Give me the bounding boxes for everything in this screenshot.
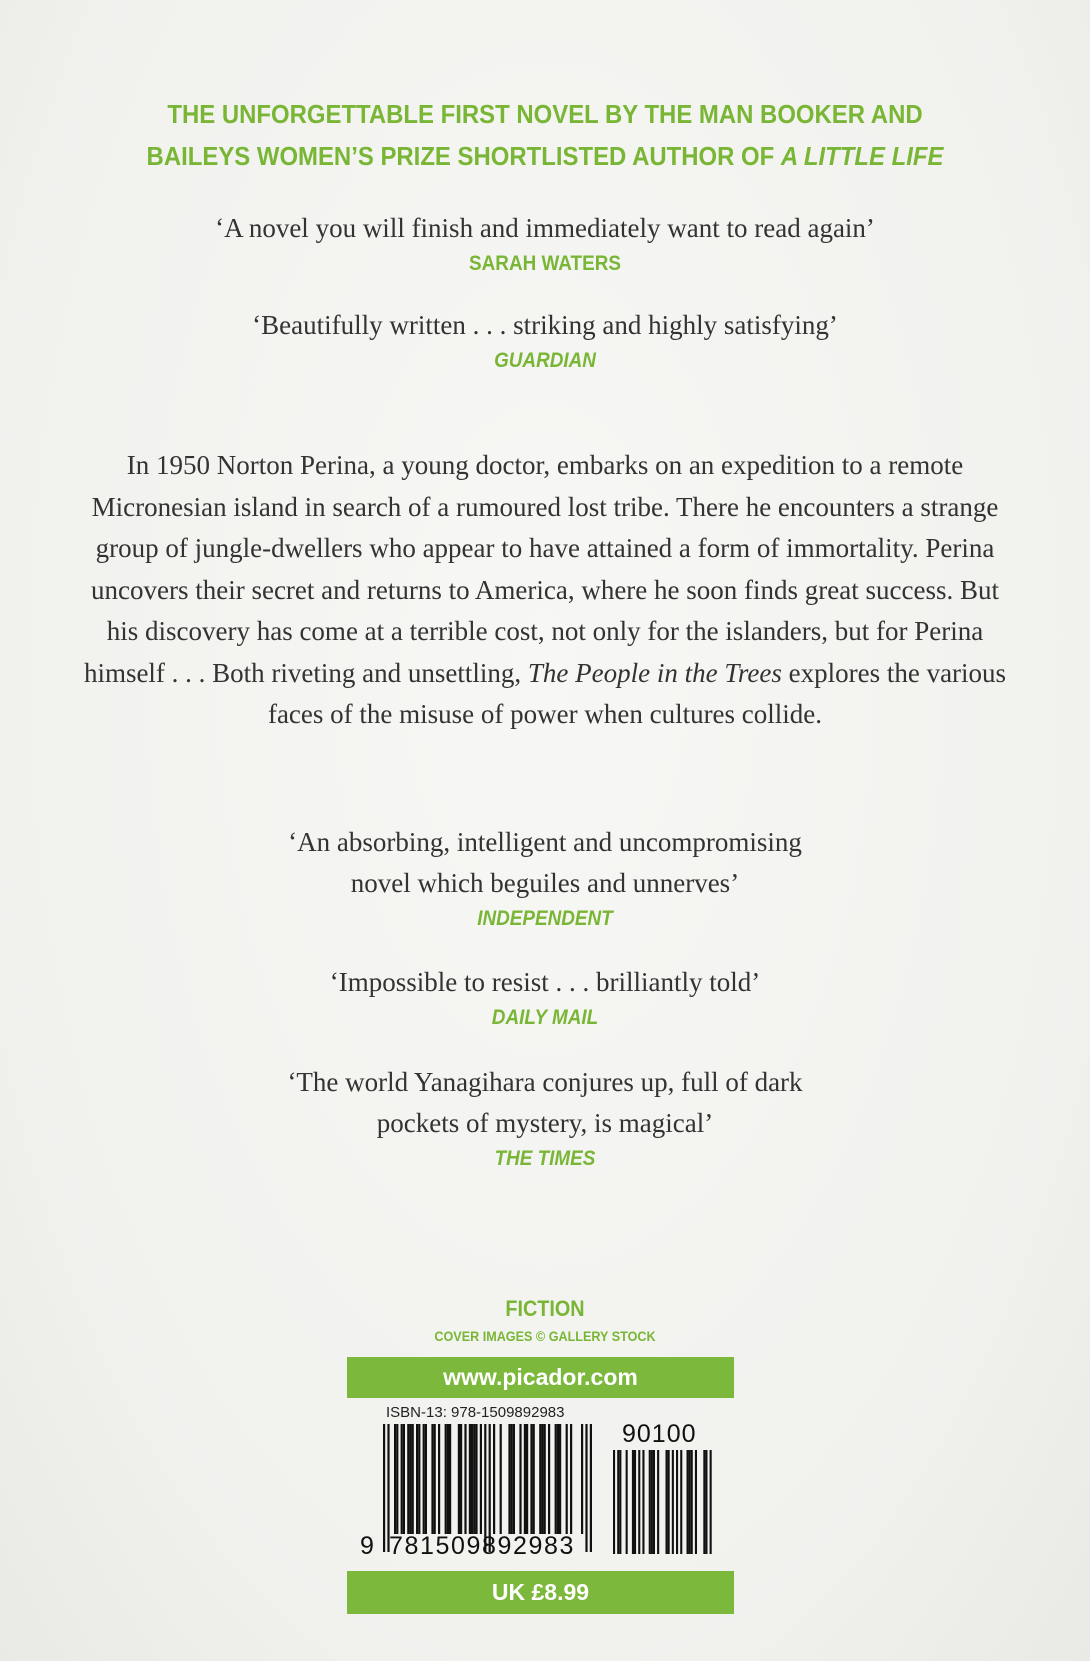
quote-text: ‘A novel you will finish and immediately want to read again’ <box>215 213 875 243</box>
quote-source: GUARDIAN <box>494 349 596 372</box>
addon-barcode-icon <box>613 1450 719 1556</box>
quote-sarah-waters <box>0 208 1090 279</box>
barcode-left-digits: 781509 <box>389 1532 483 1560</box>
quote-source: THE TIMES <box>494 1147 596 1170</box>
publisher-url: www.picador.com <box>347 1357 734 1398</box>
synopsis-text-2: explores the various faces of the misuse of power when cultures collide. <box>267 657 1007 729</box>
quote-guardian <box>0 305 1090 376</box>
synopsis <box>80 445 1010 736</box>
quote-daily-mail <box>0 962 1090 1033</box>
quote-source: DAILY MAIL <box>491 1006 599 1029</box>
quote-source: INDEPENDENT <box>477 907 613 930</box>
headline-line-2 <box>44 135 1047 177</box>
quote-line-2: pockets of mystery, is magical’ <box>376 1108 714 1138</box>
quote-line-1: ‘The world Yanagihara conjures up, full of dark <box>287 1067 803 1097</box>
quote-line-2: novel which beguiles and unnerves’ <box>350 868 740 898</box>
barcode-right-digits: 892983 <box>482 1532 576 1560</box>
barcode-addon-number: 90100 <box>622 1420 697 1448</box>
headline-line-1: THE UNFORGETTABLE FIRST NOVEL BY THE MAN BOOKER AND <box>167 99 923 129</box>
headline-line-2-text: BAILEYS WOMEN’S PRIZE SHORTLISTED AUTHOR OF <box>146 141 781 171</box>
barcode-first-digit: 9 <box>360 1532 376 1560</box>
headline-book-title: A LITTLE LIFE <box>780 141 944 171</box>
category-label: FICTION <box>505 1296 585 1321</box>
quote-source: SARAH WATERS <box>469 252 621 275</box>
quote-independent <box>0 822 1090 934</box>
quote-text: ‘Beautifully written . . . striking and highly satisfying’ <box>252 310 838 340</box>
isbn-label: ISBN-13: 978-1509892983 <box>386 1404 565 1421</box>
quote-line-1: ‘An absorbing, intelligent and uncompromising <box>288 827 802 857</box>
headline <box>44 93 1047 177</box>
quote-line-1: ‘Impossible to resist . . . brilliantly told’ <box>329 967 761 997</box>
cover-image-credit: COVER IMAGES © GALLERY STOCK <box>434 1328 656 1344</box>
quote-the-times <box>0 1062 1090 1174</box>
price-label: UK £8.99 <box>347 1571 734 1614</box>
synopsis-book-title: The People in the Trees <box>527 657 782 688</box>
synopsis-text-1: In 1950 Norton Perina, a young doctor, embarks on an expedition to a remote Micronesian island in search of a rumoured lost tribe. There he encounters a strange group of jungle-dwellers who appear to have attained a form of immortality. Perina uncovers their secret and returns to America, where he soon finds great success. But his discovery has come at a terrible cost, not only for the islanders, but for Perina himself . . . Both riveting and unsettling, <box>83 450 999 688</box>
